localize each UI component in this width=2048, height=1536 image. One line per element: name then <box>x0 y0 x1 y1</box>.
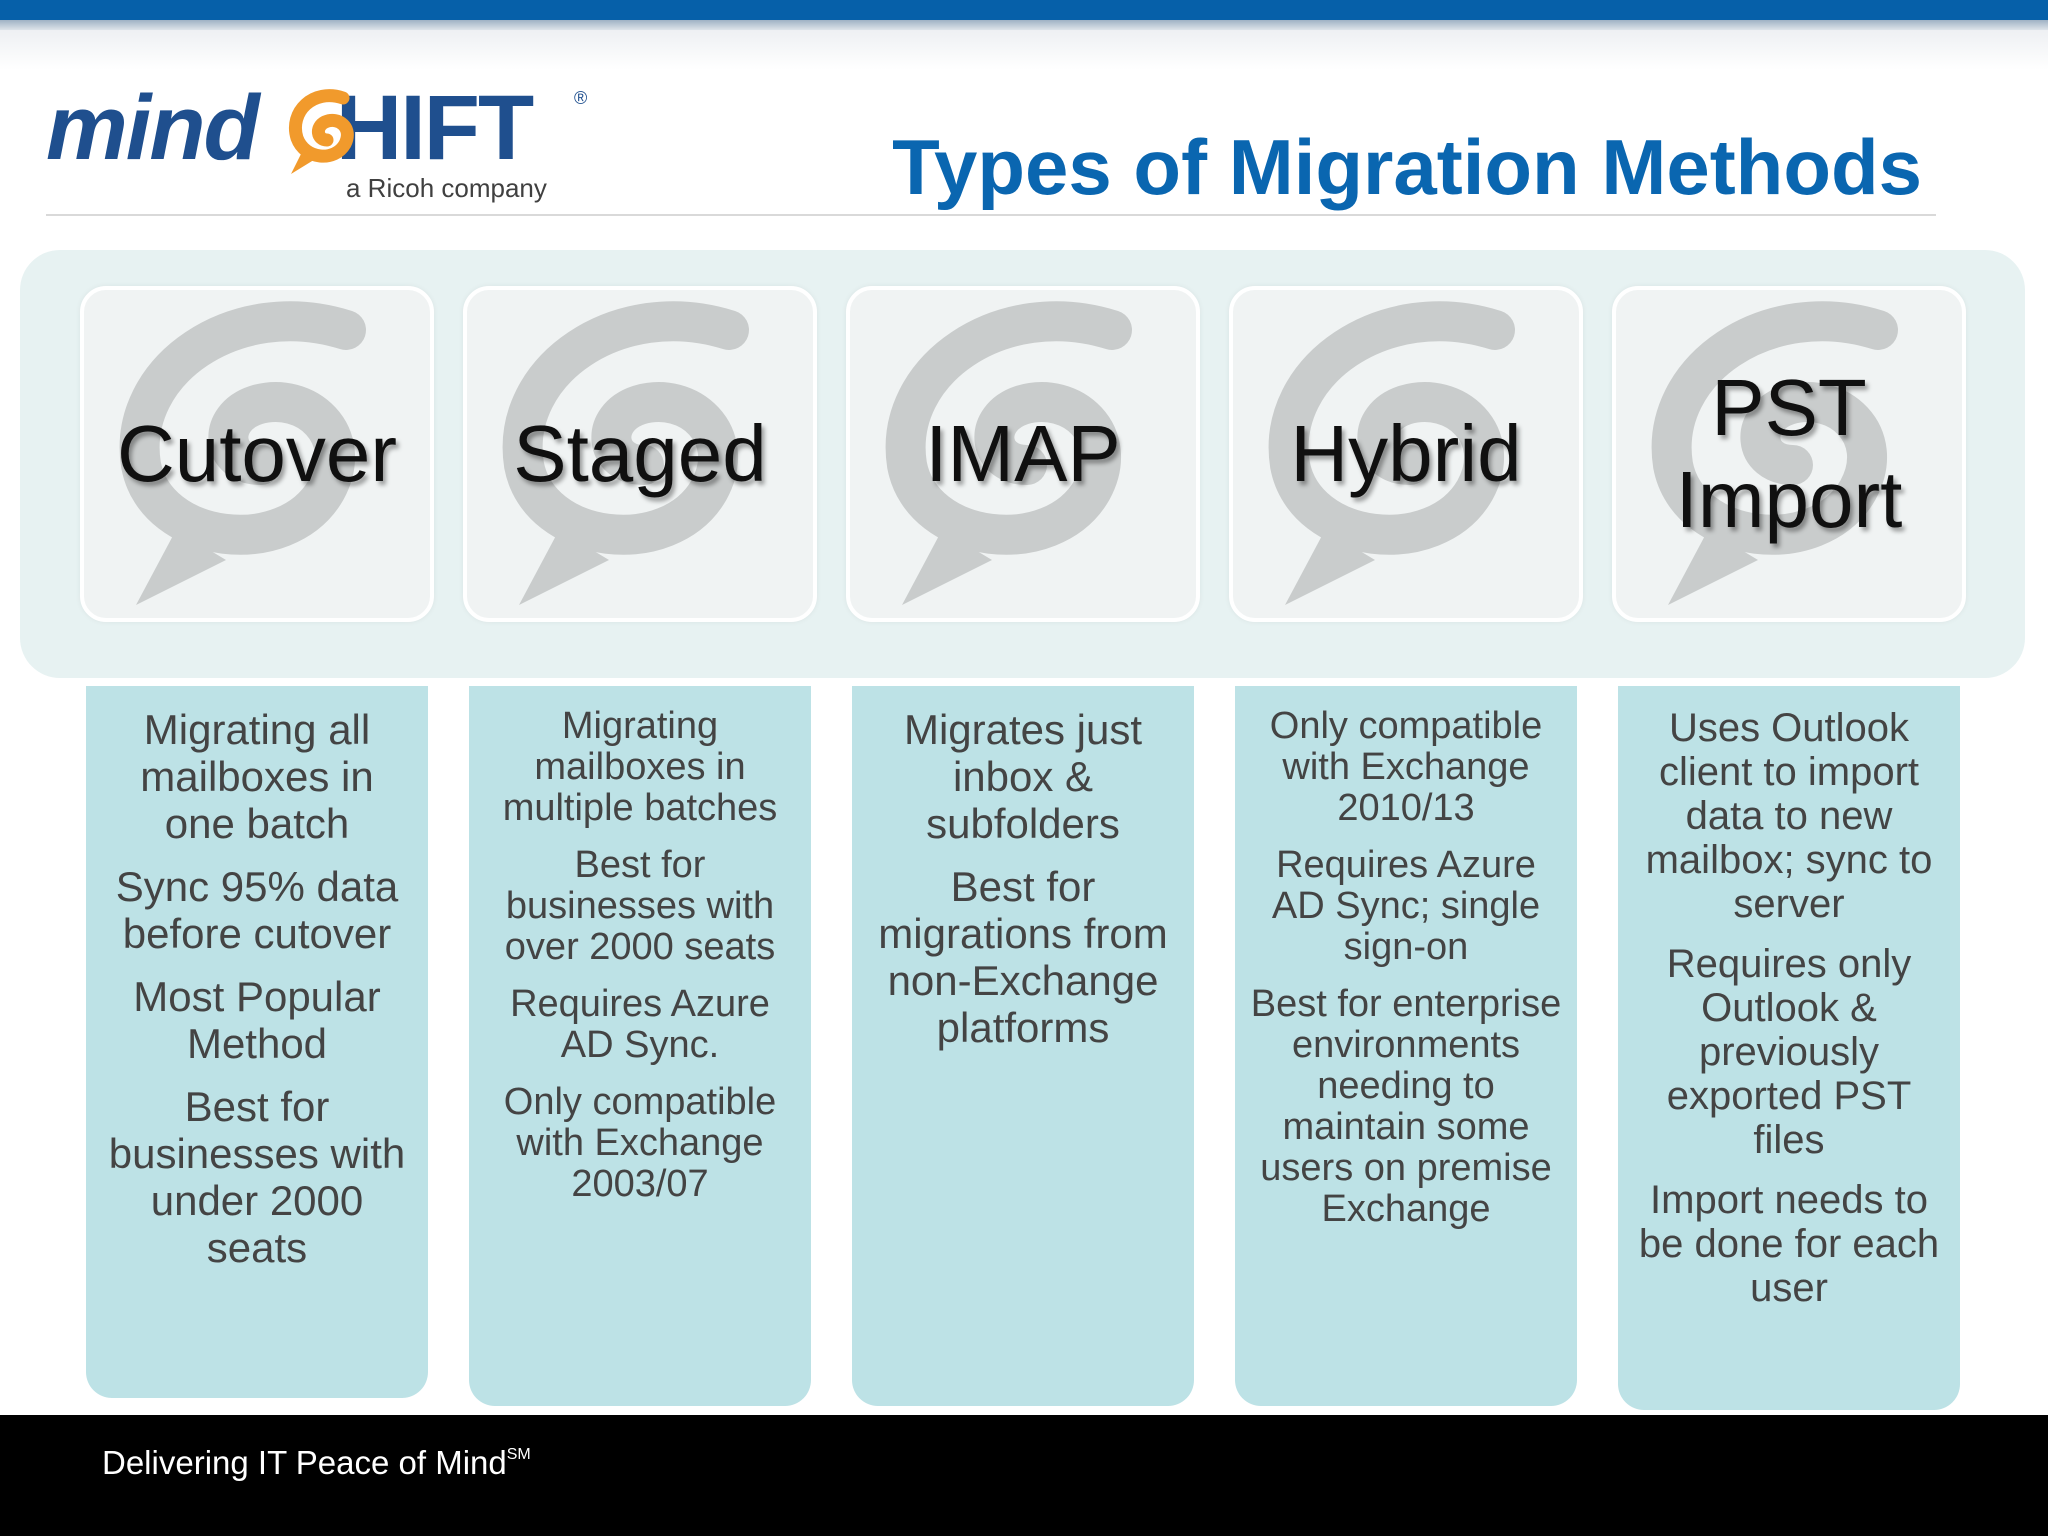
detail-point: Only compatible with Exchange 2003/07 <box>503 1081 777 1205</box>
service-mark: SM <box>506 1446 531 1463</box>
detail-point: Migrating all mailboxes in one batch <box>140 706 374 847</box>
registered-mark: ® <box>574 88 588 108</box>
method-details-pst-import <box>1618 686 1960 1410</box>
title-divider <box>46 214 1936 216</box>
logo-word-mind: mind <box>46 77 258 179</box>
method-label: IMAP <box>925 409 1121 498</box>
header-fade <box>0 30 2048 70</box>
method-tile-pst-import <box>1612 286 1966 622</box>
method-details-cutover <box>86 686 428 1398</box>
method-tile-imap <box>846 286 1200 622</box>
detail-point: Requires Azure AD Sync; single sign-on <box>1271 844 1541 968</box>
detail-point: Best for enterprise environments needing to maintain some users on premise Exchange <box>1250 983 1562 1230</box>
logo-subtitle: a Ricoh company <box>346 173 547 203</box>
top-accent-strip <box>0 20 2048 30</box>
mindshift-logo <box>46 78 606 208</box>
method-tile-cutover <box>80 286 434 622</box>
method-tile-hybrid <box>1229 286 1583 622</box>
method-tile-staged <box>463 286 817 622</box>
method-details-staged <box>469 686 811 1406</box>
logo-word-hift: HIFT <box>335 77 533 179</box>
detail-point: Requires Azure AD Sync. <box>510 983 770 1066</box>
logo-swirl-icon <box>283 86 365 178</box>
detail-point: Import needs to be done for each user <box>1638 1178 1940 1310</box>
detail-point: Migrating mailboxes in multiple batches <box>502 705 778 829</box>
detail-point: Best for businesses with under 2000 seats <box>108 1083 406 1271</box>
detail-point: Best for migrations from non-Exchange platforms <box>878 863 1168 1051</box>
method-label: Cutover <box>116 409 398 498</box>
method-label: Hybrid <box>1290 409 1522 498</box>
tagline-text: Delivering IT Peace of Mind <box>102 1444 507 1481</box>
top-accent-bar <box>0 0 2048 20</box>
method-label: PST Import <box>1675 363 1903 544</box>
detail-point: Sync 95% data before cutover <box>115 863 399 957</box>
method-label: Staged <box>513 409 767 498</box>
detail-point: Most Popular Method <box>133 973 381 1067</box>
method-details-imap <box>852 686 1194 1406</box>
slide-title: Types of Migration Methods <box>892 123 1922 211</box>
detail-point: Uses Outlook client to import data to new mailbox; sync to server <box>1645 706 1933 926</box>
detail-point: Best for businesses with over 2000 seats <box>504 844 776 968</box>
method-details-hybrid <box>1235 686 1577 1406</box>
detail-point: Migrates just inbox & subfolders <box>903 706 1143 847</box>
detail-point: Requires only Outlook & previously exported PST files <box>1666 942 1912 1162</box>
detail-point: Only compatible with Exchange 2010/13 <box>1269 705 1543 829</box>
footer-tagline <box>102 1444 531 1482</box>
